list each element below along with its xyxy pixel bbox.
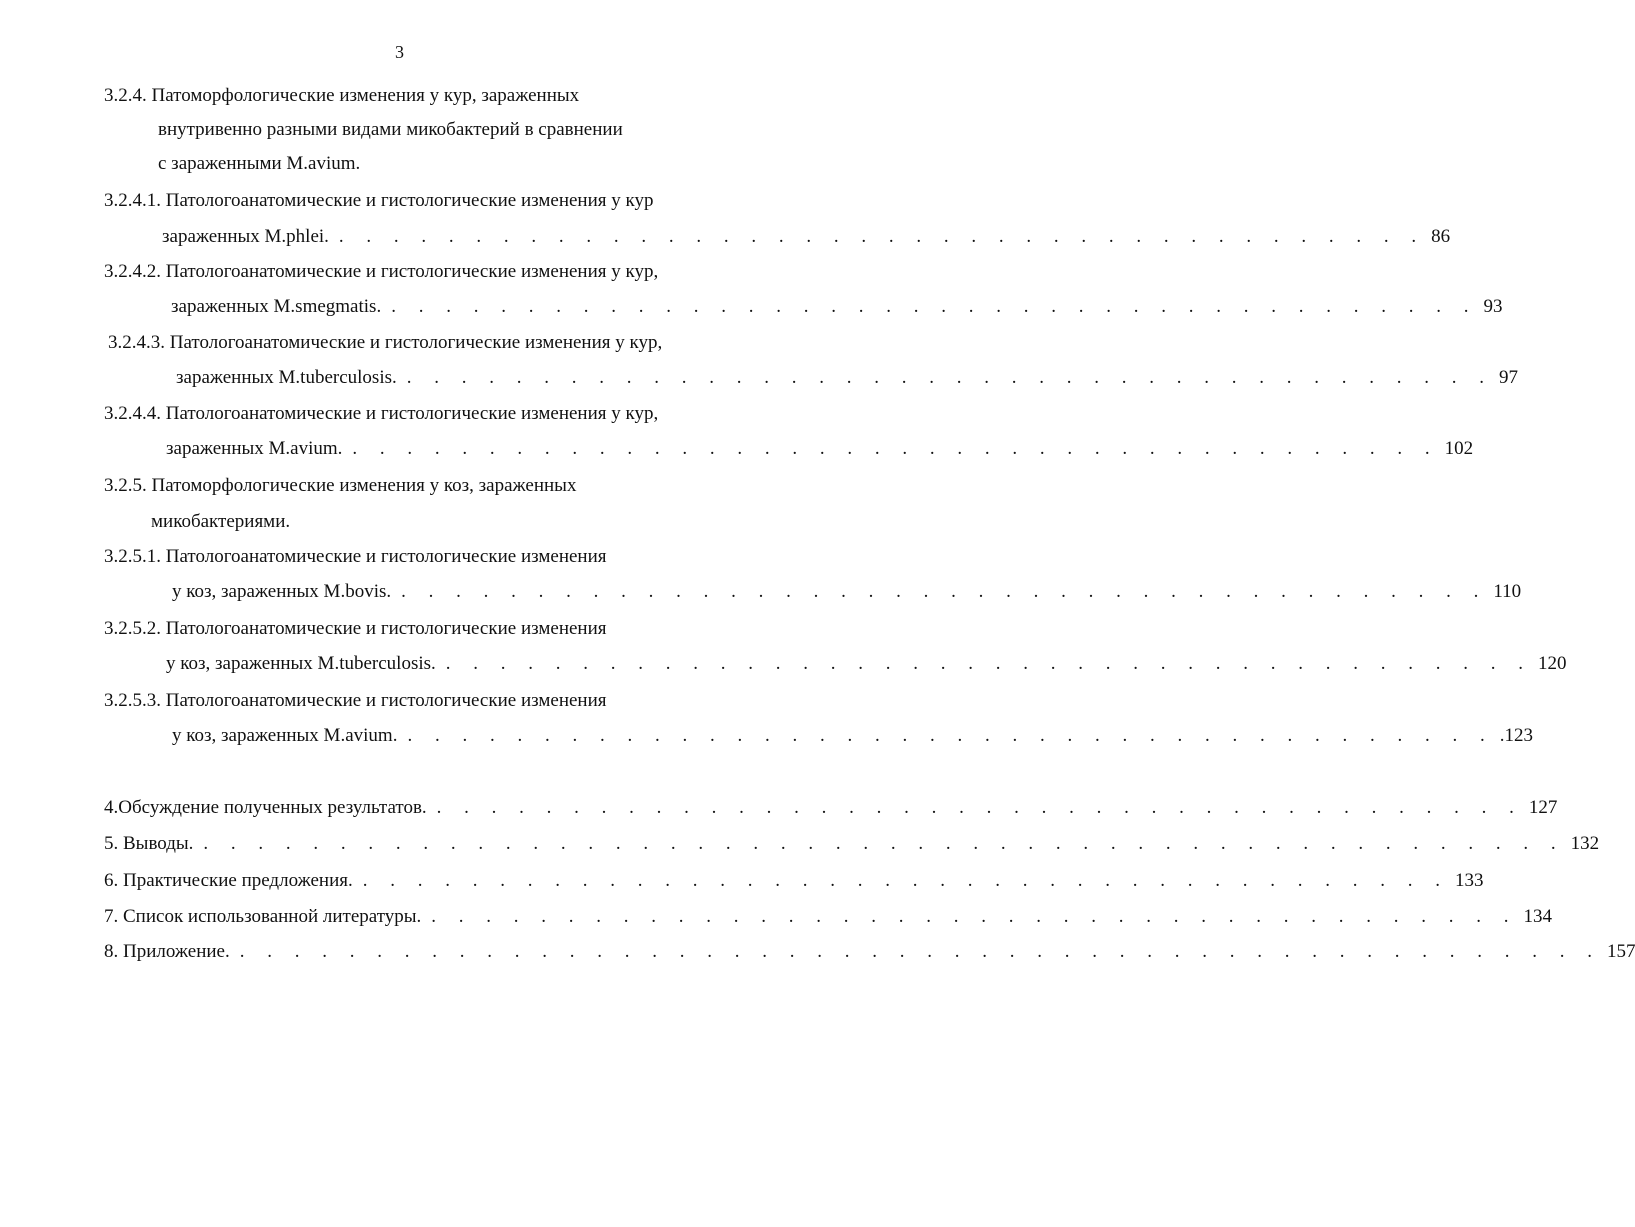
toc-page-number: 86 <box>1431 226 1451 247</box>
toc-entry-text: 4.Обсуждение полученных результатов. <box>104 797 427 818</box>
toc-page-number: .123 <box>1499 725 1533 746</box>
toc-page-number: 157 <box>1606 941 1635 962</box>
toc-entry-3-2-4-4 <box>166 437 1474 461</box>
toc-entry-6 <box>104 869 1484 893</box>
toc-entry-text: 8. Приложение. <box>104 941 230 962</box>
dot-leader: . . . . . . . . . . . . . . . . . . . . . . . . . . . . . . . . . . . . . . . . . . . . . . . . . . <box>239 941 1601 962</box>
toc-3-2-5-1-title: 3.2.5.1. Патологоанатомические и гистологические изменения <box>104 546 607 567</box>
toc-entry-3-2-4-2 <box>171 295 1503 319</box>
dot-leader: . . . . . . . . . . . . . . . . . . . . . . . . . . . . . . . . . . . . . . . . <box>362 870 1449 891</box>
toc-entry-4 <box>104 796 1558 820</box>
toc-3-2-4-4-title: 3.2.4.4. Патологоанатомические и гистологические изменения у кур, <box>104 403 659 424</box>
dot-leader: . . . . . . . . . . . . . . . . . . . . . . . . . . . . . . . . . . . . . . . . <box>391 296 1478 317</box>
toc-entry-5 <box>104 832 1600 856</box>
toc-page-number: 102 <box>1444 438 1474 459</box>
toc-entry-text: у коз, зараженных M.avium. <box>172 725 398 746</box>
toc-3-2-5-3-title: 3.2.5.3. Патологоанатомические и гистологические изменения <box>104 690 607 711</box>
toc-entry-7 <box>104 905 1553 929</box>
dot-leader: . . . . . . . . . . . . . . . . . . . . . . . . . . . . . . . . . . . . . . . . <box>436 797 1523 818</box>
toc-page-number: 120 <box>1538 653 1567 674</box>
toc-entry-3-2-4-3 <box>176 366 1518 390</box>
toc-entry-3-2-5-3 <box>172 724 1533 748</box>
toc-entry-text: у коз, зараженных M.bovis. <box>172 581 392 602</box>
toc-page-number: 134 <box>1523 906 1553 927</box>
toc-3-2-4-title: 3.2.4. Патоморфологические изменения у кур, зараженных <box>104 85 580 106</box>
toc-page-number: 93 <box>1483 296 1503 317</box>
toc-3-2-5-title: 3.2.5. Патоморфологические изменения у коз, зараженных <box>104 475 577 496</box>
toc-3-2-4-2-title: 3.2.4.2. Патологоанатомические и гистологические изменения у кур, <box>104 261 659 282</box>
toc-page-number: 133 <box>1455 870 1484 891</box>
toc-3-2-5-2-title: 3.2.5.2. Патологоанатомические и гистологические изменения <box>104 618 607 639</box>
toc-3-2-4-title-cont2: с зараженными M.avium. <box>158 153 361 174</box>
toc-page-number: 110 <box>1493 581 1522 602</box>
dot-leader: . . . . . . . . . . . . . . . . . . . . . . . . . . . . . . . . . . . . . . . . <box>431 906 1518 927</box>
toc-entry-3-2-4-1 <box>162 225 1451 249</box>
toc-page-number: 127 <box>1528 797 1558 818</box>
toc-entry-text: зараженных M.tuberculosis. <box>176 367 397 388</box>
dot-leader: . . . . . . . . . . . . . . . . . . . . . . . . . . . . . . . . . . . . . . . . . . . . . . . . . . <box>203 833 1565 854</box>
toc-entry-text: зараженных M.smegmatis. <box>171 296 382 317</box>
toc-entry-3-2-5-1 <box>172 580 1522 604</box>
toc-entry-text: зараженных M.avium. <box>166 438 343 459</box>
toc-page-number: 97 <box>1499 367 1518 388</box>
toc-3-2-4-1-title: 3.2.4.1. Патологоанатомические и гистологические изменения у кур <box>104 190 654 211</box>
toc-entry-text: 7. Список использованной литературы. <box>104 906 422 927</box>
toc-entry-text: 6. Практические предложения. <box>104 870 353 891</box>
dot-leader: . . . . . . . . . . . . . . . . . . . . . . . . . . . . . . . . . . . . . . . . <box>352 438 1439 459</box>
toc-3-2-4-title-cont: внутривенно разными видами микобактерий в сравнении <box>158 119 623 140</box>
dot-leader: . . . . . . . . . . . . . . . . . . . . . . . . . . . . . . . . . . . . . . . . <box>401 581 1488 602</box>
toc-page-number: 132 <box>1570 833 1600 854</box>
toc-entry-text: у коз, зараженных M.tuberculosis. <box>166 653 436 674</box>
toc-3-2-5-title-cont: микобактериями. <box>151 511 291 532</box>
dot-leader: . . . . . . . . . . . . . . . . . . . . . . . . . . . . . . . . . . . . . . . . <box>406 367 1493 388</box>
dot-leader: . . . . . . . . . . . . . . . . . . . . . . . . . . . . . . . . . . . . . . . . <box>407 725 1494 746</box>
toc-entry-text: зараженных M.phlei. <box>162 226 329 247</box>
toc-entry-3-2-5-2 <box>166 652 1567 676</box>
toc-entry-text: 5. Выводы. <box>104 833 194 854</box>
dot-leader: . . . . . . . . . . . . . . . . . . . . . . . . . . . . . . . . . . . . . . . . <box>445 653 1533 674</box>
toc-entry-8 <box>104 940 1635 964</box>
dot-leader: . . . . . . . . . . . . . . . . . . . . . . . . . . . . . . . . . . . . . . . . <box>338 226 1426 247</box>
toc-3-2-4-3-title: 3.2.4.3. Патологоанатомические и гистологические изменения у кур, <box>108 332 663 353</box>
page-number: 3 <box>395 42 404 62</box>
